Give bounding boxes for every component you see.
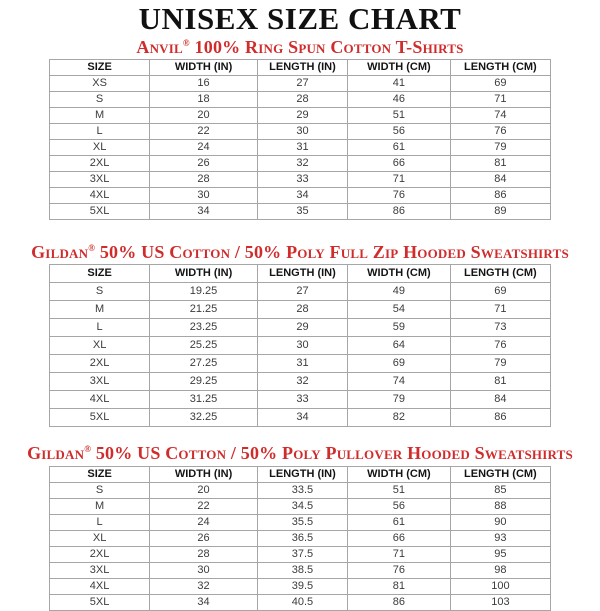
table-row — [50, 355, 551, 373]
value-cell: 31.25 — [150, 391, 258, 409]
column-header: SIZE — [50, 265, 150, 283]
column-header: LENGTH (CM) — [450, 467, 550, 483]
table-row — [50, 531, 551, 547]
value-cell: 20 — [150, 108, 258, 124]
table-row — [50, 337, 551, 355]
size-cell: L — [50, 319, 150, 337]
size-cell: M — [50, 108, 150, 124]
table-header-row — [50, 467, 551, 483]
table-row — [50, 595, 551, 611]
value-cell: 30 — [150, 188, 258, 204]
section-anvil-tshirts — [0, 38, 600, 220]
value-cell: 30 — [257, 337, 347, 355]
column-header: SIZE — [50, 60, 150, 76]
value-cell: 31 — [257, 355, 347, 373]
value-cell: 84 — [450, 391, 550, 409]
value-cell: 33.5 — [257, 483, 347, 499]
value-cell: 64 — [348, 337, 451, 355]
value-cell: 24 — [150, 515, 258, 531]
table-row — [50, 124, 551, 140]
column-header: WIDTH (IN) — [150, 60, 258, 76]
value-cell: 98 — [450, 563, 550, 579]
size-cell: L — [50, 515, 150, 531]
table-row — [50, 373, 551, 391]
table-row — [50, 515, 551, 531]
table-header-row — [50, 265, 551, 283]
value-cell: 18 — [150, 92, 258, 108]
value-cell: 86 — [348, 595, 451, 611]
registered-trademark-symbol: ® — [84, 444, 92, 454]
value-cell: 21.25 — [150, 301, 258, 319]
value-cell: 59 — [348, 319, 451, 337]
value-cell: 27 — [257, 76, 347, 92]
value-cell: 39.5 — [257, 579, 347, 595]
value-cell: 82 — [348, 409, 451, 427]
value-cell: 86 — [348, 204, 451, 220]
value-cell: 84 — [450, 172, 550, 188]
size-cell: 2XL — [50, 156, 150, 172]
value-cell: 31 — [257, 140, 347, 156]
value-cell: 23.25 — [150, 319, 258, 337]
value-cell: 74 — [348, 373, 451, 391]
value-cell: 32.25 — [150, 409, 258, 427]
value-cell: 90 — [450, 515, 550, 531]
size-cell: S — [50, 283, 150, 301]
size-cell: 5XL — [50, 409, 150, 427]
value-cell: 81 — [450, 156, 550, 172]
value-cell: 40.5 — [257, 595, 347, 611]
value-cell: 16 — [150, 76, 258, 92]
value-cell: 32 — [257, 373, 347, 391]
value-cell: 81 — [450, 373, 550, 391]
value-cell: 74 — [450, 108, 550, 124]
value-cell: 37.5 — [257, 547, 347, 563]
table-row — [50, 579, 551, 595]
value-cell: 76 — [450, 124, 550, 140]
value-cell: 89 — [450, 204, 550, 220]
value-cell: 28 — [150, 547, 258, 563]
size-cell: L — [50, 124, 150, 140]
value-cell: 71 — [348, 547, 451, 563]
value-cell: 28 — [257, 92, 347, 108]
size-cell: 4XL — [50, 391, 150, 409]
value-cell: 71 — [348, 172, 451, 188]
value-cell: 88 — [450, 499, 550, 515]
value-cell: 36.5 — [257, 531, 347, 547]
value-cell: 26 — [150, 531, 258, 547]
value-cell: 25.25 — [150, 337, 258, 355]
column-header: LENGTH (IN) — [257, 467, 347, 483]
size-cell: 4XL — [50, 579, 150, 595]
value-cell: 35 — [257, 204, 347, 220]
size-cell: 3XL — [50, 172, 150, 188]
value-cell: 61 — [348, 140, 451, 156]
value-cell: 33 — [257, 391, 347, 409]
value-cell: 38.5 — [257, 563, 347, 579]
value-cell: 76 — [450, 337, 550, 355]
table-row — [50, 283, 551, 301]
value-cell: 73 — [450, 319, 550, 337]
value-cell: 76 — [348, 188, 451, 204]
value-cell: 29 — [257, 108, 347, 124]
size-cell: 5XL — [50, 204, 150, 220]
size-cell: XL — [50, 140, 150, 156]
size-cell: S — [50, 483, 150, 499]
value-cell: 22 — [150, 124, 258, 140]
table-row — [50, 76, 551, 92]
heading-text: 50% US Cotton / 50% Poly Pullover Hooded Sweatshirts — [91, 443, 573, 463]
value-cell: 61 — [348, 515, 451, 531]
table-row — [50, 483, 551, 499]
table-header-row — [50, 60, 551, 76]
value-cell: 34 — [257, 409, 347, 427]
table-row — [50, 204, 551, 220]
table-row — [50, 301, 551, 319]
section-heading — [0, 38, 600, 56]
size-cell: 5XL — [50, 595, 150, 611]
value-cell: 76 — [348, 563, 451, 579]
registered-trademark-symbol: ® — [88, 243, 96, 253]
value-cell: 51 — [348, 108, 451, 124]
brand-name: Gildan — [27, 443, 85, 463]
column-header: SIZE — [50, 467, 150, 483]
table-row — [50, 499, 551, 515]
size-cell: XL — [50, 337, 150, 355]
value-cell: 27 — [257, 283, 347, 301]
value-cell: 93 — [450, 531, 550, 547]
size-cell: M — [50, 499, 150, 515]
size-table-gildan-fullzip — [49, 264, 551, 427]
size-table-gildan-pullover — [49, 466, 551, 611]
page-title: UNISEX SIZE CHART — [138, 1, 462, 36]
value-cell: 103 — [450, 595, 550, 611]
value-cell: 30 — [150, 563, 258, 579]
value-cell: 79 — [450, 355, 550, 373]
value-cell: 41 — [348, 76, 451, 92]
value-cell: 56 — [348, 499, 451, 515]
table-row — [50, 563, 551, 579]
value-cell: 34 — [257, 188, 347, 204]
column-header: WIDTH (CM) — [348, 265, 451, 283]
table-row — [50, 172, 551, 188]
brand-name: Gildan — [31, 242, 89, 262]
value-cell: 34 — [150, 204, 258, 220]
value-cell: 27.25 — [150, 355, 258, 373]
value-cell: 34.5 — [257, 499, 347, 515]
size-cell: XL — [50, 531, 150, 547]
table-row — [50, 140, 551, 156]
value-cell: 85 — [450, 483, 550, 499]
value-cell: 34 — [150, 595, 258, 611]
value-cell: 71 — [450, 301, 550, 319]
size-cell: 3XL — [50, 563, 150, 579]
column-header: LENGTH (IN) — [257, 265, 347, 283]
size-cell: 2XL — [50, 355, 150, 373]
value-cell: 19.25 — [150, 283, 258, 301]
column-header: WIDTH (IN) — [150, 265, 258, 283]
value-cell: 54 — [348, 301, 451, 319]
section-gildan-pullover-hoodies — [0, 444, 600, 611]
size-cell: 4XL — [50, 188, 150, 204]
value-cell: 46 — [348, 92, 451, 108]
value-cell: 79 — [348, 391, 451, 409]
brand-name: Anvil — [136, 37, 183, 57]
heading-text: 50% US Cotton / 50% Poly Full Zip Hooded Sweatshirts — [95, 242, 569, 262]
value-cell: 66 — [348, 531, 451, 547]
size-cell: M — [50, 301, 150, 319]
value-cell: 49 — [348, 283, 451, 301]
column-header: LENGTH (CM) — [450, 60, 550, 76]
value-cell: 51 — [348, 483, 451, 499]
value-cell: 29 — [257, 319, 347, 337]
column-header: WIDTH (CM) — [348, 60, 451, 76]
size-cell: 2XL — [50, 547, 150, 563]
table-row — [50, 92, 551, 108]
value-cell: 66 — [348, 156, 451, 172]
value-cell: 69 — [450, 283, 550, 301]
value-cell: 79 — [450, 140, 550, 156]
table-row — [50, 188, 551, 204]
table-row — [50, 319, 551, 337]
value-cell: 35.5 — [257, 515, 347, 531]
section-heading — [0, 243, 600, 261]
value-cell: 69 — [348, 355, 451, 373]
section-gildan-fullzip-hoodies — [0, 243, 600, 427]
value-cell: 29.25 — [150, 373, 258, 391]
value-cell: 32 — [257, 156, 347, 172]
value-cell: 32 — [150, 579, 258, 595]
table-row — [50, 391, 551, 409]
registered-trademark-symbol: ® — [182, 38, 190, 48]
section-heading — [0, 444, 600, 462]
value-cell: 22 — [150, 499, 258, 515]
value-cell: 86 — [450, 409, 550, 427]
value-cell: 56 — [348, 124, 451, 140]
value-cell: 69 — [450, 76, 550, 92]
column-header: WIDTH (CM) — [348, 467, 451, 483]
value-cell: 81 — [348, 579, 451, 595]
column-header: LENGTH (IN) — [257, 60, 347, 76]
value-cell: 95 — [450, 547, 550, 563]
table-row — [50, 108, 551, 124]
size-table-anvil — [49, 59, 551, 220]
heading-text: 100% Ring Spun Cotton T-Shirts — [189, 37, 464, 57]
value-cell: 28 — [150, 172, 258, 188]
size-cell: S — [50, 92, 150, 108]
size-cell: 3XL — [50, 373, 150, 391]
column-header: WIDTH (IN) — [150, 467, 258, 483]
value-cell: 100 — [450, 579, 550, 595]
column-header: LENGTH (CM) — [450, 265, 550, 283]
value-cell: 86 — [450, 188, 550, 204]
value-cell: 26 — [150, 156, 258, 172]
size-cell: XS — [50, 76, 150, 92]
table-row — [50, 547, 551, 563]
value-cell: 20 — [150, 483, 258, 499]
table-row — [50, 156, 551, 172]
value-cell: 28 — [257, 301, 347, 319]
value-cell: 24 — [150, 140, 258, 156]
table-row — [50, 409, 551, 427]
value-cell: 30 — [257, 124, 347, 140]
value-cell: 33 — [257, 172, 347, 188]
value-cell: 71 — [450, 92, 550, 108]
